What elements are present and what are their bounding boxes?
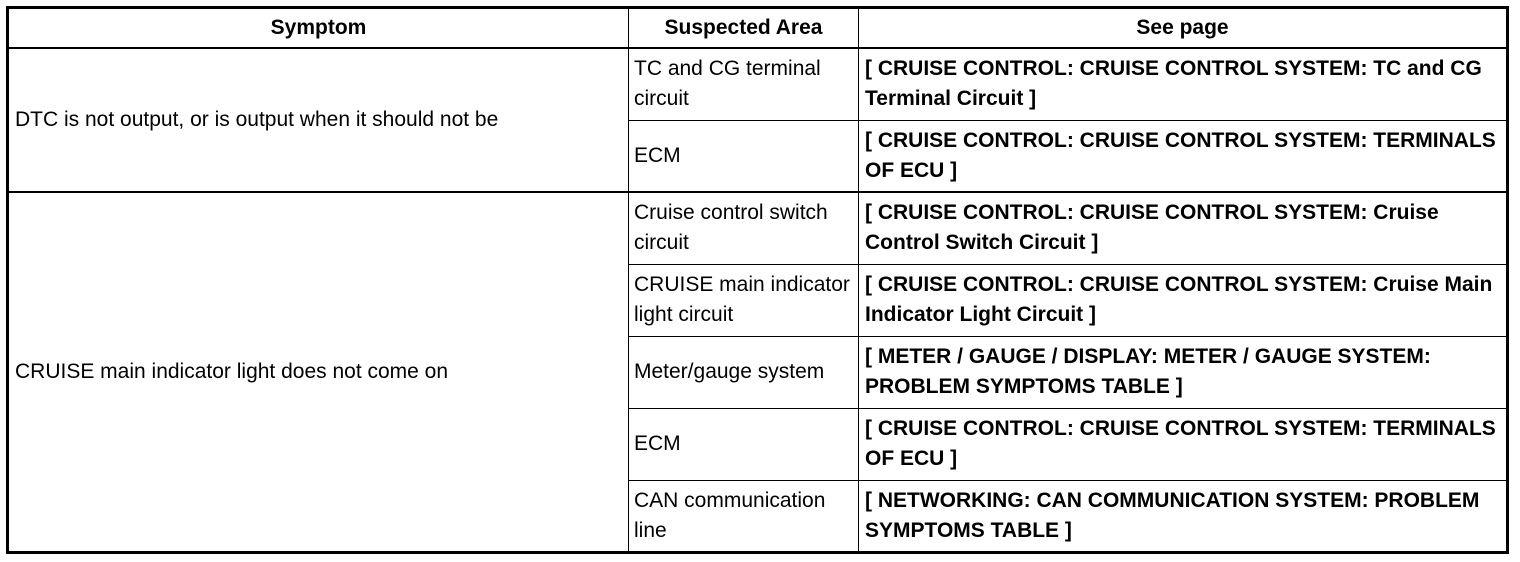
symptom-cell: DTC is not output, or is output when it should not be	[8, 48, 629, 192]
header-row	[8, 8, 1508, 49]
header-suspected-area: Suspected Area	[629, 8, 859, 49]
table-row	[8, 48, 1508, 120]
see-page-link[interactable]: [ CRUISE CONTROL: CRUISE CONTROL SYSTEM: Cruise Control Switch Circuit ]	[859, 192, 1508, 264]
suspected-area-cell: CRUISE main indicator light circuit	[629, 264, 859, 336]
symptom-cell: CRUISE main indicator light does not come on	[8, 192, 629, 552]
problem-symptoms-table	[6, 6, 1509, 554]
suspected-area-cell: CAN communication line	[629, 480, 859, 552]
see-page-link[interactable]: [ CRUISE CONTROL: CRUISE CONTROL SYSTEM: TC and CG Terminal Circuit ]	[859, 48, 1508, 120]
table-row	[8, 192, 1508, 264]
see-page-link[interactable]: [ CRUISE CONTROL: CRUISE CONTROL SYSTEM: Cruise Main Indicator Light Circuit ]	[859, 264, 1508, 336]
see-page-link[interactable]: [ CRUISE CONTROL: CRUISE CONTROL SYSTEM: TERMINALS OF ECU ]	[859, 408, 1508, 480]
see-page-link[interactable]: [ NETWORKING: CAN COMMUNICATION SYSTEM: PROBLEM SYMPTOMS TABLE ]	[859, 480, 1508, 552]
see-page-link[interactable]: [ METER / GAUGE / DISPLAY: METER / GAUGE SYSTEM: PROBLEM SYMPTOMS TABLE ]	[859, 336, 1508, 408]
see-page-link[interactable]: [ CRUISE CONTROL: CRUISE CONTROL SYSTEM: TERMINALS OF ECU ]	[859, 120, 1508, 192]
suspected-area-cell: ECM	[629, 120, 859, 192]
suspected-area-cell: TC and CG terminal circuit	[629, 48, 859, 120]
suspected-area-cell: Cruise control switch circuit	[629, 192, 859, 264]
header-symptom: Symptom	[8, 8, 629, 49]
header-see-page: See page	[859, 8, 1508, 49]
suspected-area-cell: Meter/gauge system	[629, 336, 859, 408]
suspected-area-cell: ECM	[629, 408, 859, 480]
